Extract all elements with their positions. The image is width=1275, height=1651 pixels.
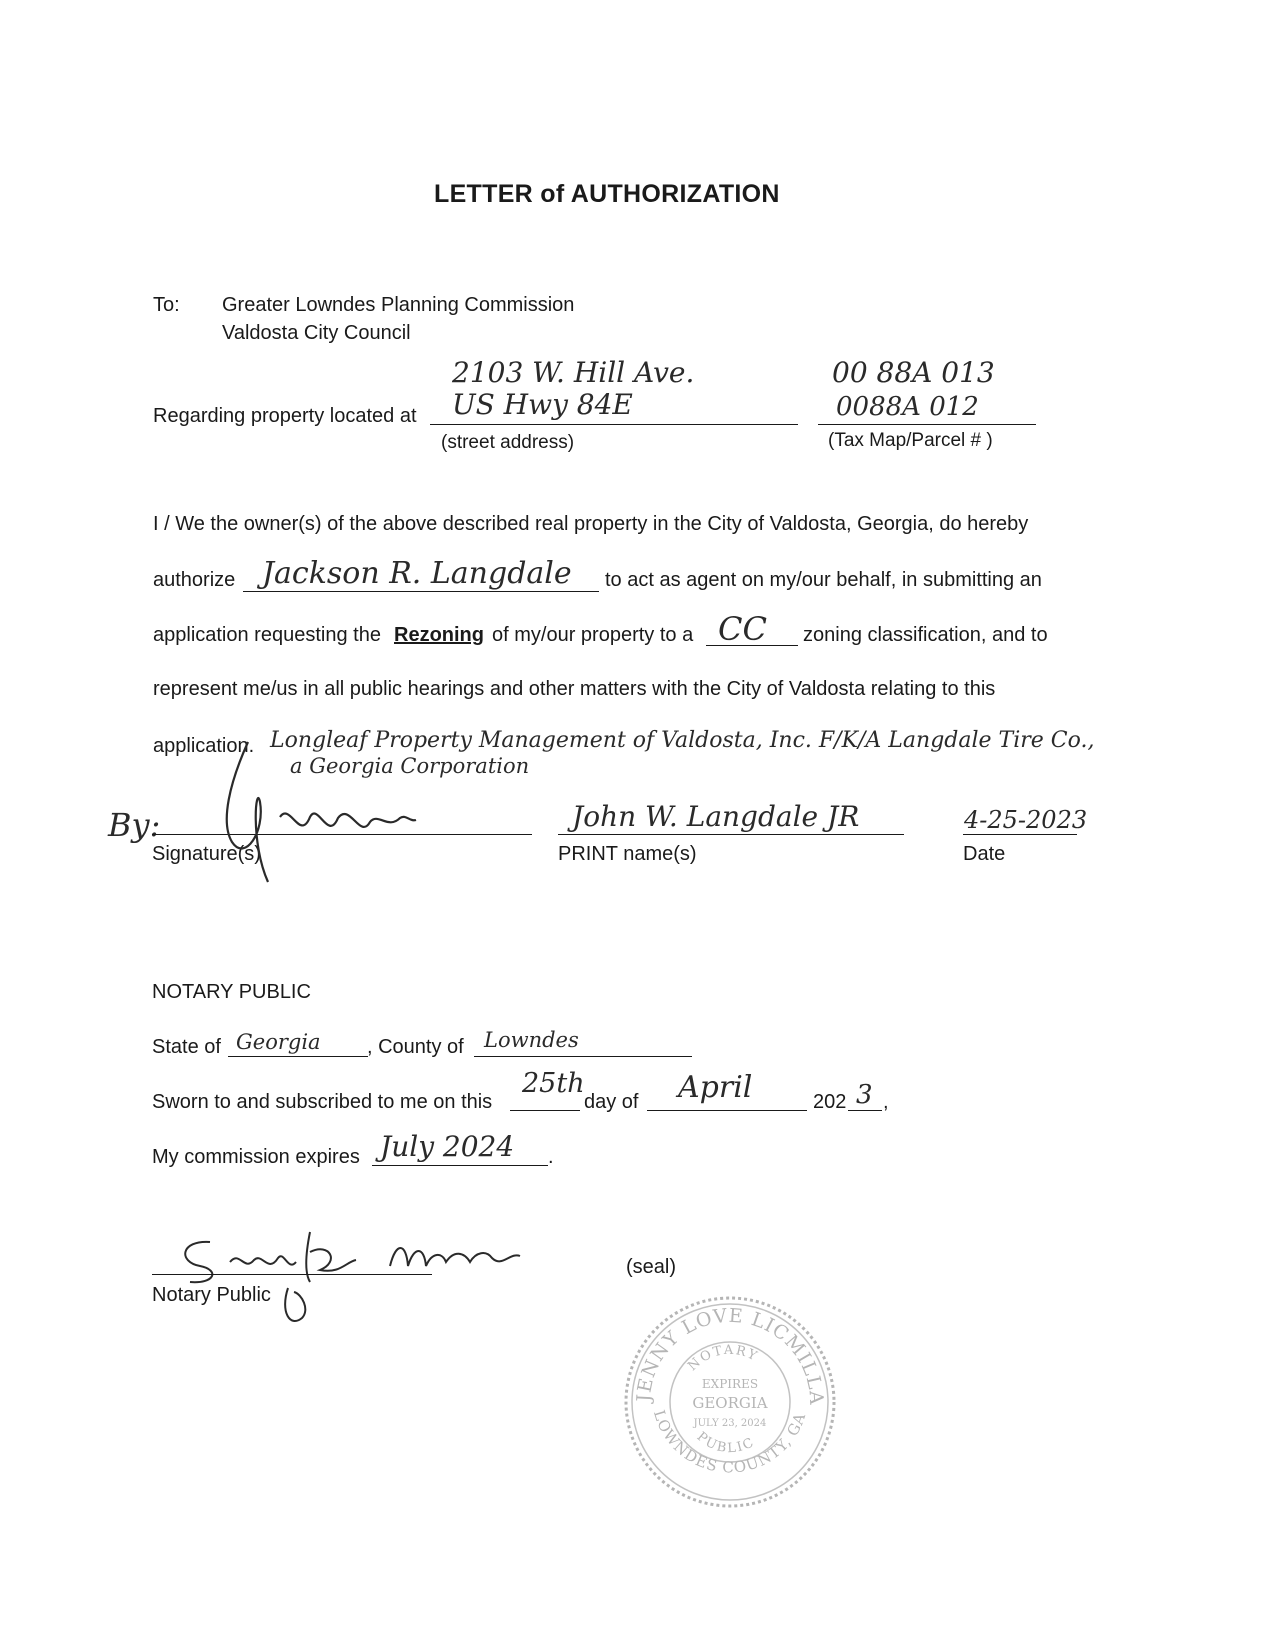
owner-signature <box>210 722 430 902</box>
recipient-1: Greater Lowndes Planning Commission <box>222 294 575 316</box>
body-line-1: I / We the owner(s) of the above described real property in the City of Valdosta, Georgia, do hereby <box>153 513 1029 535</box>
state-label: State of <box>152 1036 221 1058</box>
body-line-4: represent me/us in all public hearings and other matters with the City of Valdosta relating to this <box>153 678 996 700</box>
svg-text:NOTARY <box>685 1343 761 1374</box>
seal-notary-text: NOTARY <box>685 1342 761 1375</box>
state-underline <box>228 1056 368 1057</box>
notary-heading: NOTARY PUBLIC <box>152 981 311 1003</box>
notary-underline <box>152 1274 432 1275</box>
application-mid: of my/our property to a <box>492 624 694 646</box>
year-prefix: 202 <box>813 1091 847 1113</box>
county-underline <box>474 1056 692 1057</box>
state-value: Georgia <box>236 1030 321 1054</box>
commission-label: My commission expires <box>152 1146 360 1168</box>
agent-underline <box>243 591 599 592</box>
application-suffix: zoning classification, and to <box>803 624 1048 646</box>
county-value: Lowndes <box>484 1028 579 1052</box>
application-end: application. <box>153 735 255 757</box>
print-name: John W. Langdale JR <box>572 800 860 833</box>
owner-line-2: a Georgia Corporation <box>290 754 530 778</box>
date-value: 4-25-2023 <box>964 806 1088 834</box>
commission-value: July 2024 <box>380 1130 515 1163</box>
year-digit: 3 <box>856 1080 873 1110</box>
month-value: April <box>678 1070 753 1105</box>
seal-label: (seal) <box>626 1256 677 1278</box>
day-label: day of <box>584 1091 639 1113</box>
year-underline <box>848 1110 882 1111</box>
authorize-prefix: authorize <box>153 569 236 591</box>
zoning-underline <box>706 645 798 646</box>
address-line-1: 2103 W. Hill Ave. <box>452 356 695 389</box>
application-prefix: application requesting the <box>153 624 381 646</box>
property-label: Regarding property located at <box>153 405 417 427</box>
sworn-label: Sworn to and subscribed to me on this <box>152 1091 493 1113</box>
parcel-line-1: 00 88A 013 <box>832 356 995 389</box>
year-suffix: , <box>883 1091 889 1113</box>
notary-caption: Notary Public <box>152 1284 271 1306</box>
date-caption: Date <box>963 843 1006 865</box>
day-value: 25th <box>522 1068 585 1099</box>
day-underline <box>510 1110 580 1111</box>
seal-expires-text: EXPIRES <box>701 1377 759 1391</box>
address-underline <box>430 424 798 425</box>
parcel-line-2: 0088A 012 <box>836 392 979 422</box>
by-label: By: <box>108 806 161 844</box>
to-label: To: <box>153 294 180 316</box>
address-line-2: US Hwy 84E <box>452 388 633 421</box>
document-title: LETTER of AUTHORIZATION <box>434 180 780 208</box>
zoning-class: CC <box>718 610 767 648</box>
address-caption: (street address) <box>441 432 575 453</box>
commission-suffix: . <box>548 1146 554 1168</box>
commission-underline <box>372 1165 548 1166</box>
agent-name: Jackson R. Langdale <box>262 556 572 591</box>
signature-caption: Signature(s) <box>152 843 261 865</box>
notary-seal <box>609 1275 840 1512</box>
parcel-underline <box>818 424 1036 425</box>
seal-date-text: JULY 23, 2024 <box>693 1418 767 1429</box>
seal-georgia-text: GEORGIA <box>692 1394 768 1412</box>
seal-public-text: PUBLIC <box>693 1429 758 1457</box>
request-type: Rezoning <box>394 624 484 646</box>
date-underline <box>963 834 1077 835</box>
seal-outer-bottom-text: LOWNDES COUNTY, GA <box>649 1407 810 1477</box>
svg-text:PUBLIC <box>694 1429 758 1456</box>
recipient-2: Valdosta City Council <box>222 322 411 344</box>
notary-signature <box>170 1222 550 1322</box>
month-underline <box>647 1110 807 1111</box>
seal-outer-text: JENNY LOVE LICMILLAM <box>609 1275 828 1406</box>
parcel-caption: (Tax Map/Parcel # ) <box>828 430 993 451</box>
authorize-suffix: to act as agent on my/our behalf, in submitting an <box>605 569 1042 591</box>
print-caption: PRINT name(s) <box>558 843 697 865</box>
county-label: , County of <box>367 1036 464 1058</box>
owner-line-1: Longleaf Property Management of Valdosta, Inc. F/K/A Langdale Tire Co., <box>270 728 1095 753</box>
print-underline <box>558 834 904 835</box>
